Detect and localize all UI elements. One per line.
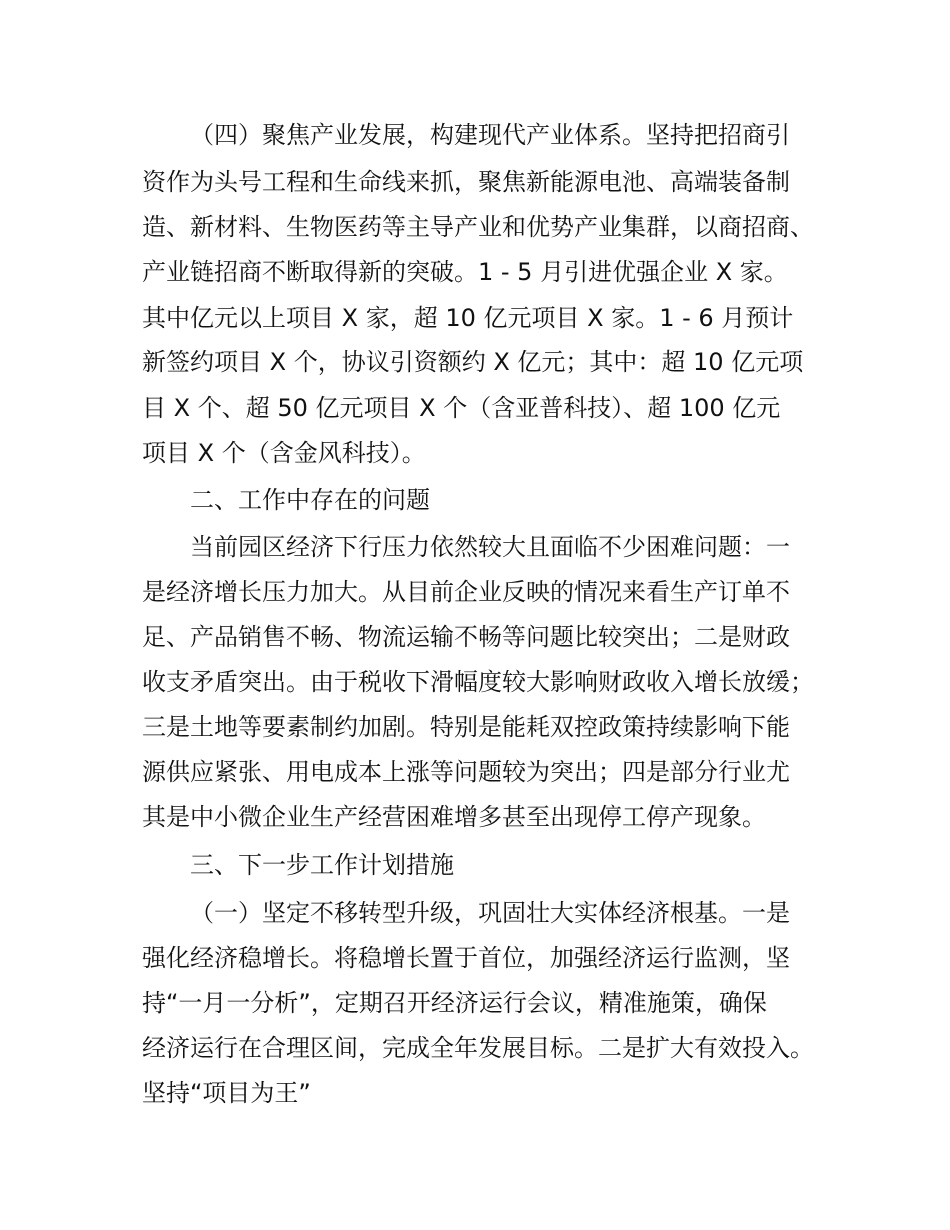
paragraph-line: 新签约项目 X 个，协议引资额约 X 亿元；其中：超 10 亿元项 [142,348,804,376]
paragraph-line: 强化经济稳增长。将稳增长置于首位，加强经济运行监测，坚 [142,944,790,972]
paragraph-line: 源供应紧张、用电成本上涨等问题较为突出；四是部分行业尤 [142,758,790,786]
paragraph-line: 当前园区经济下行压力依然较大且面临不少困难问题：一 [190,533,790,561]
paragraph-line: （一）坚定不移转型升级，巩固壮大实体经济根基。一是 [190,899,790,927]
paragraph-line: 项目 X 个（含金风科技）。 [142,439,426,467]
paragraph-line: 其中亿元以上项目 X 家，超 10 亿元项目 X 家。1 - 6 月预计 [142,304,794,332]
paragraph-line: 产业链招商不断取得新的突破。1 - 5 月引进优强企业 X 家。 [142,258,788,286]
section-heading: 二、工作中存在的问题 [190,486,430,514]
section-heading: 三、下一步工作计划措施 [190,851,454,879]
paragraph-line: 持“一月一分析”，定期召开经济运行会议，精准施策，确保 [142,989,767,1017]
paragraph-line: 资作为头号工程和生命线来抓，聚焦新能源电池、高端装备制 [142,168,790,196]
paragraph-line: 其是中小微企业生产经营困难增多甚至出现停工停产现象。 [142,803,766,831]
paragraph-line: 收支矛盾突出。由于税收下滑幅度较大影响财政收入增长放缓； [142,668,814,696]
paragraph-line: 目 X 个、超 50 亿元项目 X 个（含亚普科技）、超 100 亿元 [142,394,781,422]
paragraph-line: 造、新材料、生物医药等主导产业和优势产业集群，以商招商、 [142,213,814,241]
paragraph-line: 三是土地等要素制约加剧。特别是能耗双控政策持续影响下能 [142,713,790,741]
paragraph-line: 坚持“项目为王” [142,1079,311,1107]
paragraph-line: 经济运行在合理区间，完成全年发展目标。二是扩大有效投入。 [142,1034,814,1062]
paragraph-line: （四）聚焦产业发展，构建现代产业体系。坚持把招商引 [190,121,790,149]
paragraph-line: 是经济增长压力加大。从目前企业反映的情况来看生产订单不 [142,578,790,606]
paragraph-line: 足、产品销售不畅、物流运输不畅等问题比较突出；二是财政 [142,623,790,651]
